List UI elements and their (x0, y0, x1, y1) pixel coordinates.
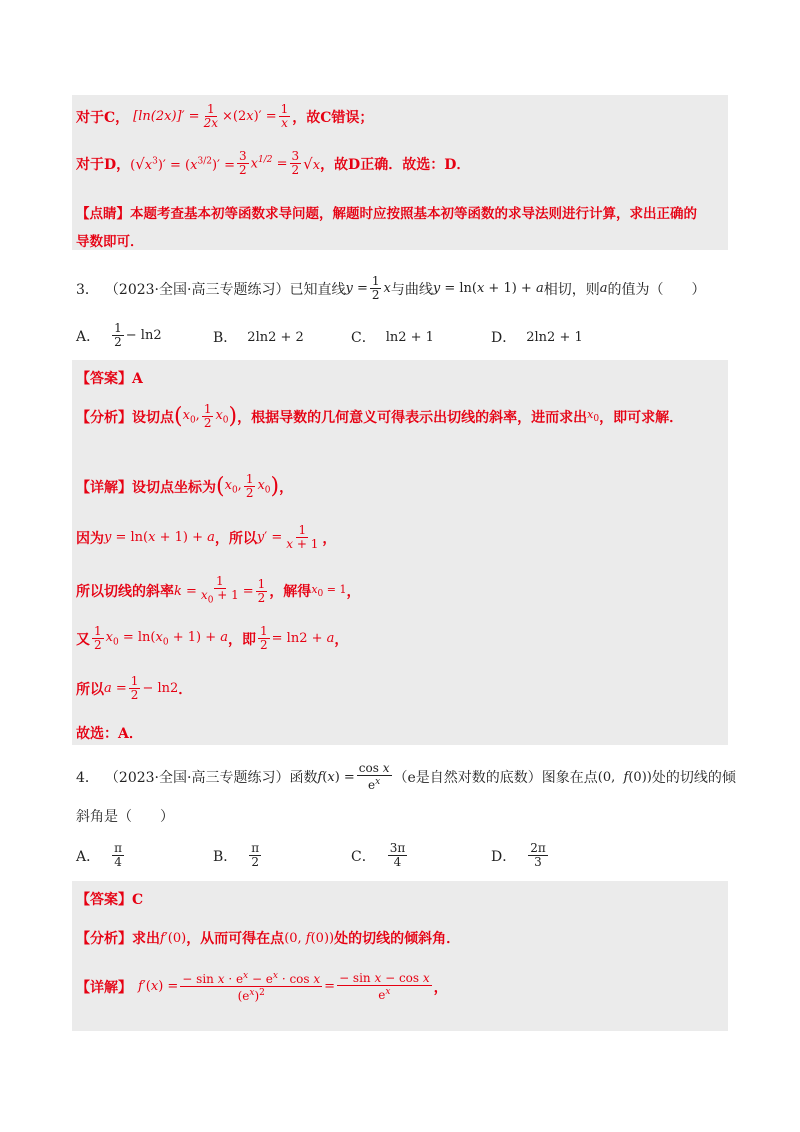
q3-detail-line-2: 因为 y = ln(x + 1) + a ，所以 y′ = $\frac{1}{x + 1}$ ， (76, 523, 337, 551)
q3-option-a[interactable]: A． $\frac{1}{2}$ − ln2 (76, 321, 162, 349)
q3-option-d[interactable]: D． 2ln2 + 1 (491, 329, 583, 346)
line-option-c-analysis: 对于C， [ln(2x)]′ = $\frac{1}{2x}$ ×(2x)′ = $\frac{1}{x}$ ，故C错误； (76, 102, 374, 130)
q4-option-d[interactable]: D． $\frac{2\pi}{3}$ (491, 841, 546, 869)
q3-option-b[interactable]: B． 2ln2 + 2 (213, 329, 304, 346)
solution-block-q4 (72, 881, 728, 1031)
q3-analysis: 【分析】设切点 ( $x_0$, $\frac{1}{2}$ $x_0$ ) ，根据导数的几何意义可得表示出切线的斜率，进而求出 $x_0$ ，即可求解． (76, 402, 684, 430)
q4-analysis: 【分析】求出 f′(0) ，从而可得在点 (0, f(0)) 处的切线的倾斜角． (76, 930, 461, 947)
q3-detail-line-4: 又 $\frac{1}{2}$ $x_0 = \ln(x_0 + 1) + a$ ，即 $\frac{1}{2}$ = ln2 + a ， (76, 624, 349, 652)
q3-answer: 【答案】A (76, 371, 143, 387)
q4-answer: 【答案】C (76, 892, 144, 908)
q3-choice: 故选：A． (76, 726, 143, 742)
q3-detail-line-5: 所以 a = $\frac{1}{2}$ − ln2 ． (76, 674, 193, 702)
dianjing-line-1: 【点睛】本题考查基本初等函数求导问题，解题时应按照基本初等函数的求导法则进行计算，求出正确的 (76, 206, 697, 222)
q4-option-a[interactable]: A． $\frac{\pi}{4}$ (76, 841, 123, 869)
question-4-stem-line-1: 4． （2023·全国·高三专题练习） 函数 f(x) = $\frac{\text{cos x}}{e^x}$ （e是自然对数的底数）图象在点 (0, f(0)) 处的切线的倾 (76, 761, 736, 792)
dianjing-line-2: 导数即可． (76, 234, 144, 250)
q4-option-b[interactable]: B． $\frac{\pi}{2}$ (213, 841, 260, 869)
q3-detail-line-1: 【详解】设切点坐标为 ( $x_0$, $\frac{1}{2}$ $x_0$ ) ， (76, 472, 294, 500)
q4-option-c[interactable]: C． $\frac{3\pi}{4}$ (351, 841, 406, 869)
question-4-stem-line-2: 斜角是（ ） (76, 809, 174, 825)
q4-detail: 【详解】 f′(x) = $\frac{- \sin x \cdot e^x - e^x \cdot \cos x}{(e^x)^2}$ = $\frac{\text{− sin x − cos x}}{e^x}$ ， (76, 970, 448, 1003)
q3-detail-line-3: 所以切线的斜率 k = $\frac{1}{x_0 + 1}$ = $\frac{1}{2}$ ，解得 $x_0 = 1$ ， (76, 574, 361, 606)
question-3-stem: 3． （2023·全国·高三专题练习） 已知直线 y = $\frac{1}{2}$ x 与曲线 y = ln(x + 1) + a 相切，则 a 的值为（ ） (76, 274, 706, 302)
line-option-d-analysis: 对于D， $(√x^3)' = (x^{3/2})'$ = $\frac{3}{2}$ $x^{1/2}$ = $\frac{3}{2}$ √x ，故D正确．故选：D． (76, 149, 471, 177)
q3-option-c[interactable]: C． ln2 + 1 (351, 329, 434, 346)
